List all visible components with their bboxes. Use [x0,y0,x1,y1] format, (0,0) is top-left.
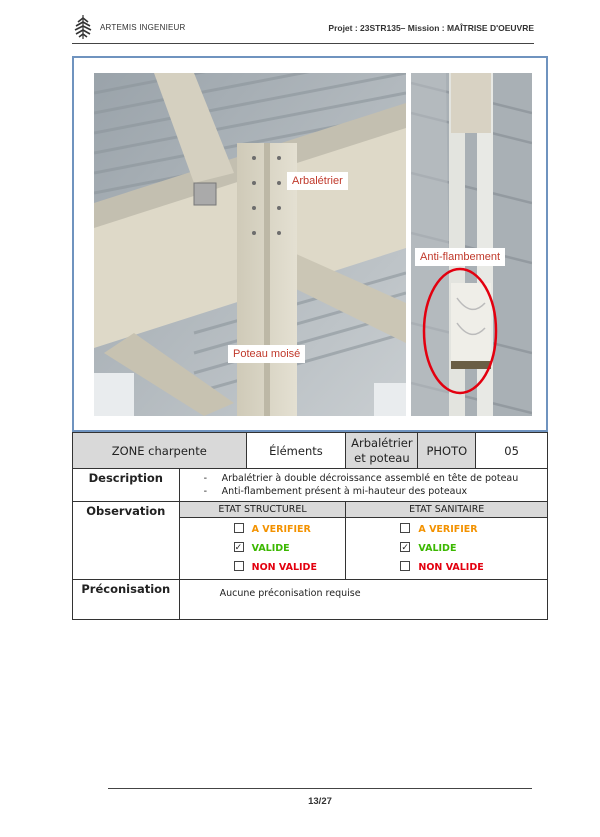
page-footer: 13/27 [108,788,532,807]
label-anti-flambement: Anti-flambement [415,248,505,266]
photo-number: 05 [476,433,548,469]
project-title: Projet : 23STR135– Mission : MAÎTRISE D'OEUVRE [328,23,534,33]
observation-header-row [73,502,548,518]
label-poteau-moise: Poteau moisé [228,345,305,363]
sanitaire-valide: ✓VALIDE [400,539,547,558]
page-number: 13 [308,796,319,807]
etat-sanitaire-title: ETAT SANITAIRE [346,502,548,518]
zone-cell: ZONE charpente [73,433,247,469]
description-list [179,469,547,502]
elements-value: Arbalétrier et poteau [346,433,418,469]
structurel-valide: ✓VALIDE [234,539,346,558]
sanitaire-checks [346,518,548,580]
photo-label: PHOTO [418,433,476,469]
page-total: 27 [321,796,332,807]
highlight-ellipse [420,265,500,397]
description-label: Description [73,469,180,502]
sanitaire-a-verifier: A VERIFIER [400,520,547,539]
checkbox-icon[interactable] [234,523,244,533]
checkbox-checked-icon[interactable] [400,542,410,552]
observation-label: Observation [73,502,180,580]
checkbox-icon[interactable] [400,561,410,571]
preconisation-row [73,580,548,620]
pine-cone-icon [72,14,94,40]
structurel-non-valide: NON VALIDE [234,558,346,577]
list-item: - Anti-flambement présent à mi-hauteur des poteaux [203,486,468,497]
photo-arbaletrier-poteau [94,73,406,416]
page-header [72,12,534,44]
structurel-checks [179,518,346,580]
etat-structurel-title: ETAT STRUCTUREL [179,502,346,518]
checkbox-icon[interactable] [234,561,244,571]
table-header-row [73,433,548,469]
brand-name: ARTEMIS INGENIEUR [100,23,186,32]
checkbox-icon[interactable] [400,523,410,533]
inspection-table [72,432,548,620]
preconisation-value: Aucune préconisation requise [179,580,547,620]
preconisation-label: Préconisation [73,580,180,620]
description-row [73,469,548,502]
structurel-a-verifier: A VERIFIER [234,520,346,539]
elements-label: Éléments [246,433,346,469]
sanitaire-non-valide: NON VALIDE [400,558,547,577]
checkbox-checked-icon[interactable] [234,542,244,552]
label-arbaletrier: Arbalétrier [287,172,348,190]
list-item: - Arbalétrier à double décroissance assemblé en tête de poteau [203,473,519,484]
